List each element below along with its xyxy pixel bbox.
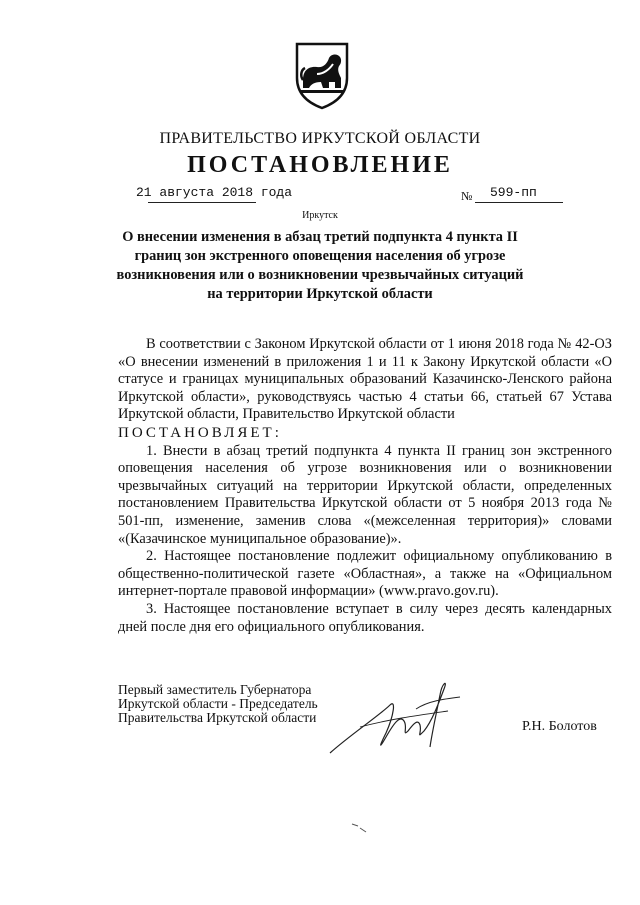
decree-word: ПОСТАНОВЛЯЕТ: [118,424,282,441]
number-sign: № [461,189,473,203]
document-city: Иркутск [302,210,338,221]
handwritten-signature [320,675,480,760]
coat-of-arms-icon [293,40,351,110]
preamble-paragraph: В соответствии с Законом Иркутской области от 1 июня 2018 года № 42-ОЗ «О внесении изменений в приложения 1 и 11 к Закону Иркутской области «О статусе и границах муниципальных образований Казачинско-Ленского района Иркутской области», руководствуясь частью 4 статьи 66, статьей 67 Устава Иркутской области, Правительство Иркутской области [118,336,612,423]
signatory-position [118,683,318,725]
document-title: О внесении изменения в абзац третий подпункта 4 пункта II границ зон экстренного оповещения населения об угрозе возникновения или о возникновении чрезвычайных ситуаций на территории Иркутской области [116,229,524,302]
position-line: Иркутской области - Председатель [118,696,318,711]
stray-mark [348,820,372,834]
organization-name: ПРАВИТЕЛЬСТВО ИРКУТСКОЙ ОБЛАСТИ [159,130,481,147]
item-paragraph: 2. Настоящее постановление подлежит официальному опубликованию в общественно-политической газете «Областная», а также на «Официальном интернет-портале правовой информации» (www.pravo.gov.ru). [118,548,612,600]
item-paragraph: 3. Настоящее постановление вступает в силу через десять календарных дней после дня его официального опубликования. [118,600,612,635]
position-line: Правительства Иркутской области [118,710,317,725]
number-underline [475,202,563,203]
position-line: Первый заместитель Губернатора [118,682,312,697]
document-body [118,336,612,636]
document-type-heading: ПОСТАНОВЛЕНИЕ [187,152,453,178]
signer-name: Р.Н. Болотов [522,719,597,734]
document-date: 21 августа 2018 года [136,185,293,200]
item-paragraph: 1. Внести в абзац третий подпункта 4 пункта II границ зон экстренного оповещения населения об угрозе возникновения или о возникновении чрезвычайных ситуаций на территории Иркутской области, определенных постановлением Правительства Иркутской области от 5 ноября 2013 года № 501-пп, изменение, заменив слова «(межселенная территория)» словами «(Казачинское муниципальное образование)». [118,442,612,547]
document-number: 599-пп [490,185,537,200]
date-underline [148,202,256,203]
